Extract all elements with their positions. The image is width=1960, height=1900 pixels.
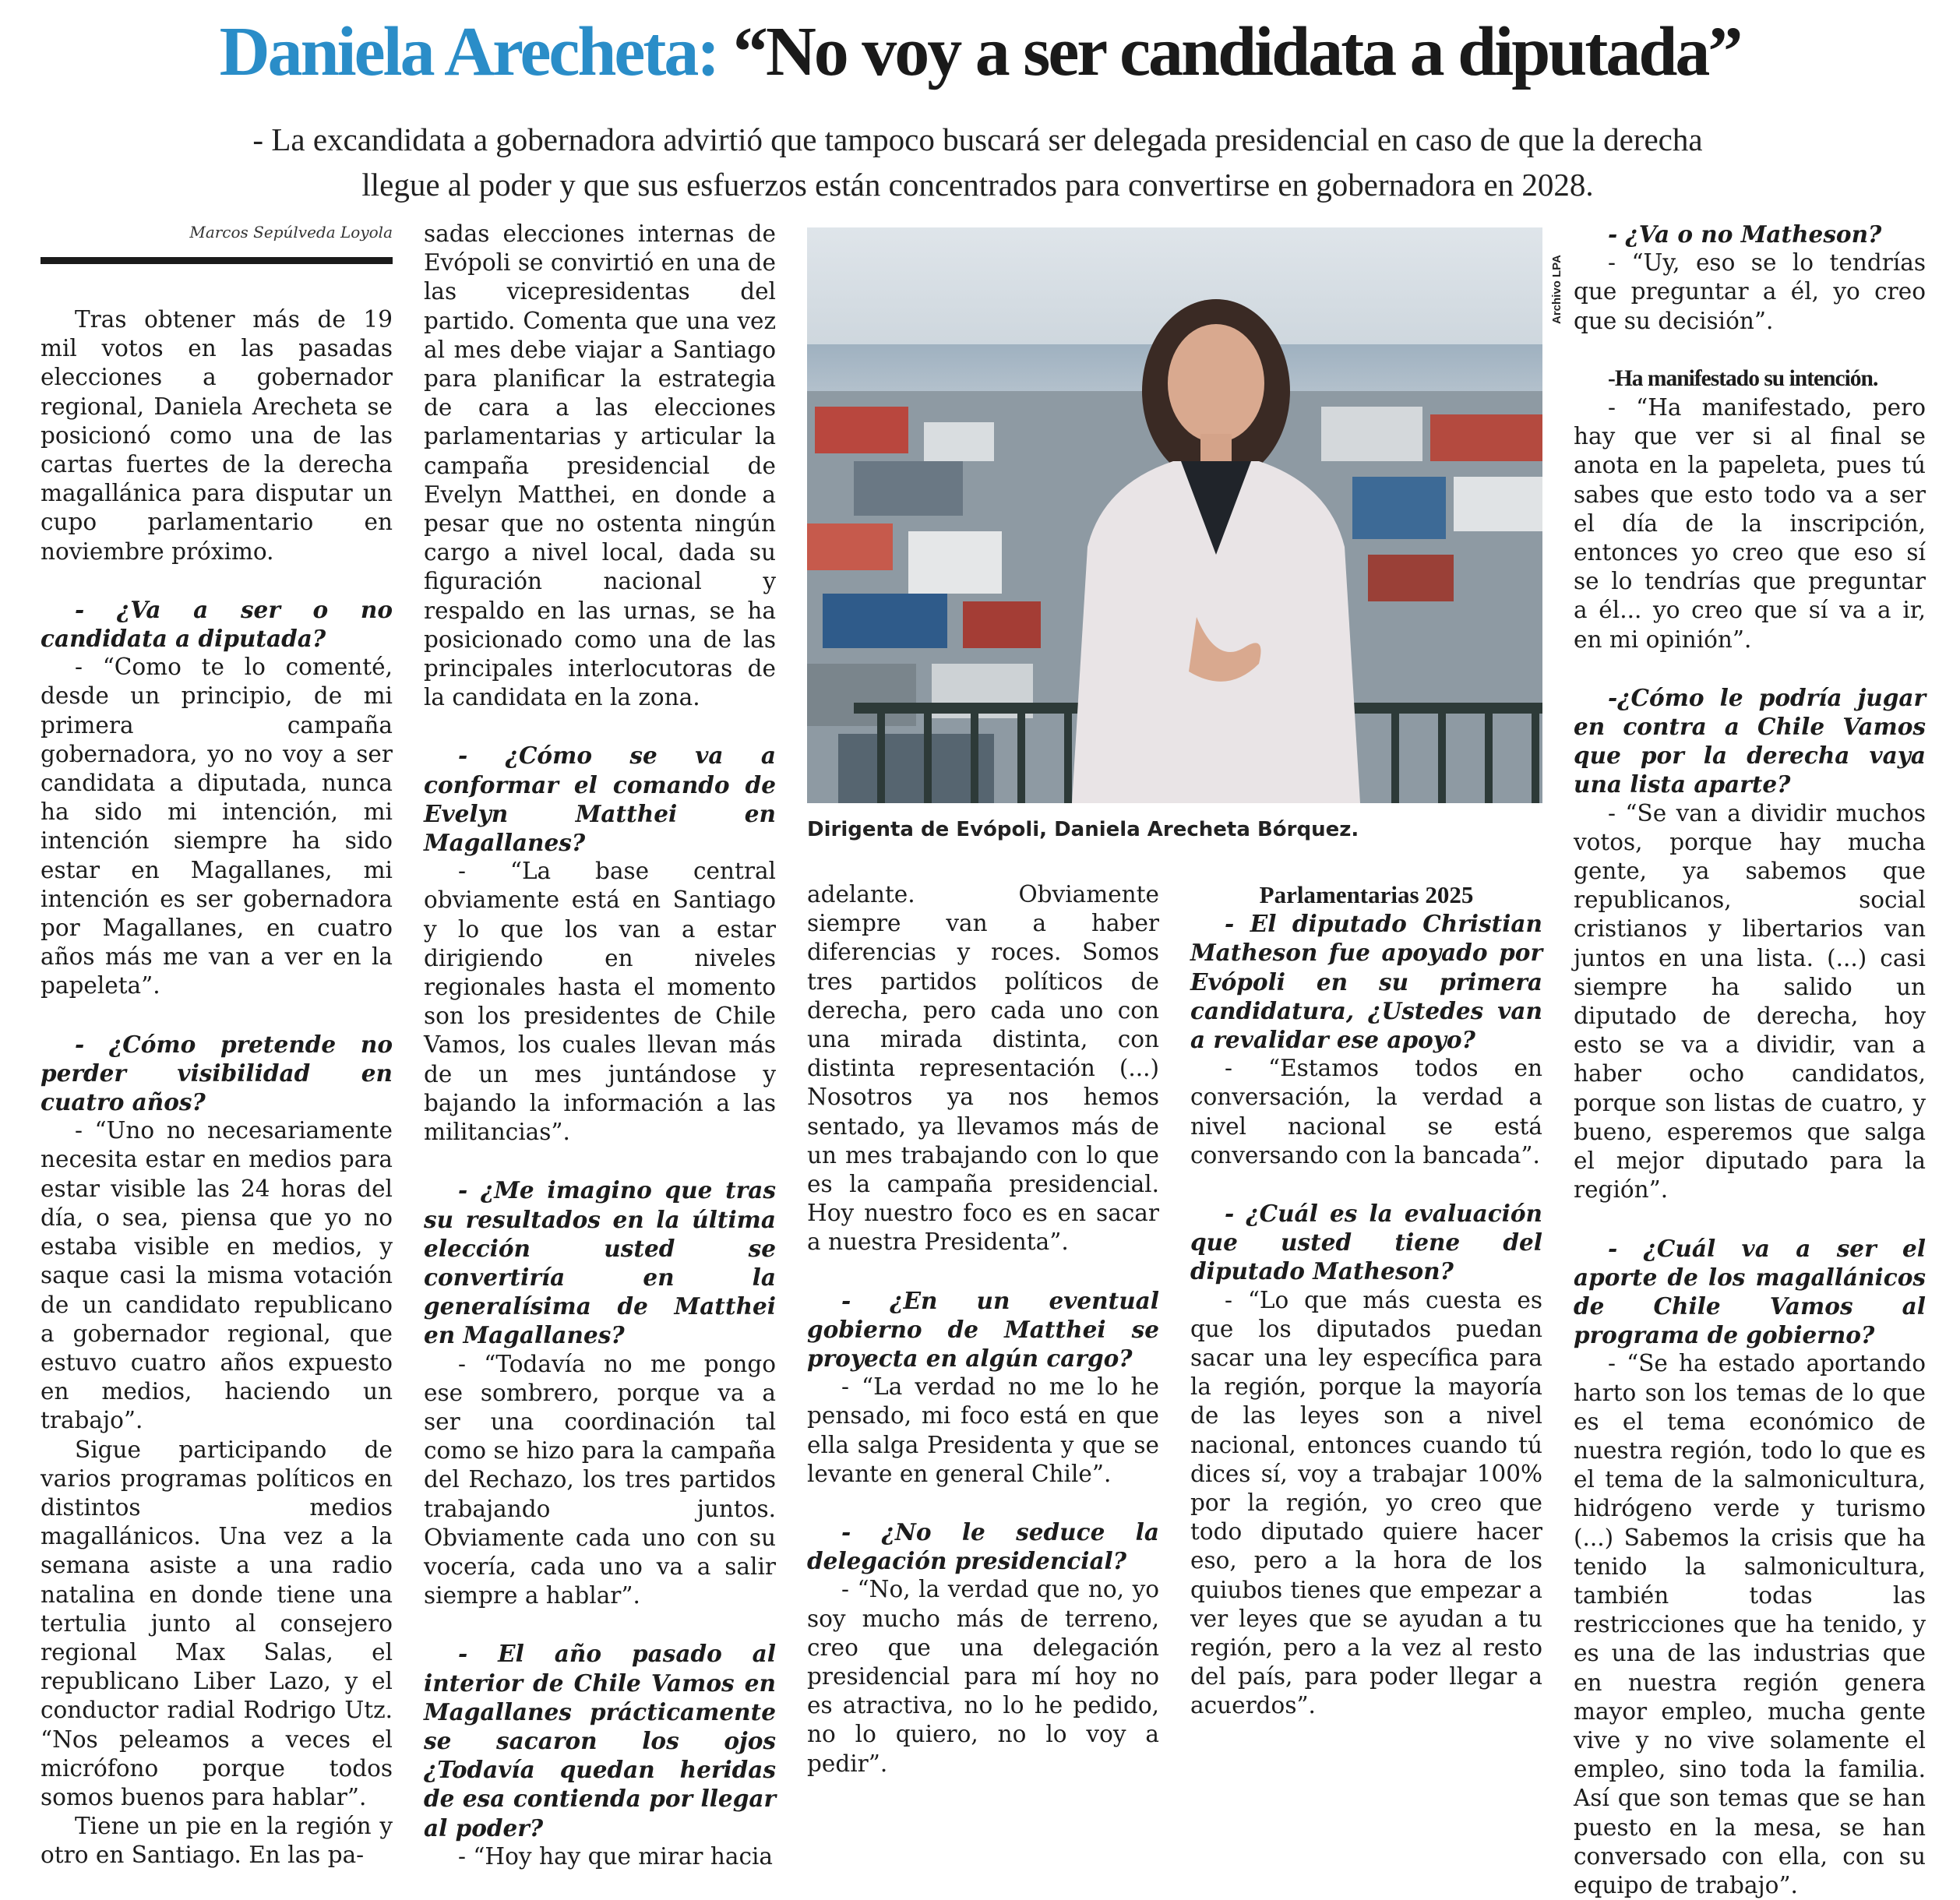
paragraph: Tras obtener más de 19 mil votos en las pasadas elecciones a gobernador regional, Daniela Arecheta se posicionó como una de las cartas fuertes de la derecha magallánica para disputar un cupo parlamentario en noviembre próximo. xyxy=(41,306,393,565)
paragraph: Sigue participando de varios programas políticos en distintos medios magallánicos. Una vez a la semana asiste a una radio natalina en donde tiene una tertulia junto al consejero regional Max Salas, el republicano Liber Lazo, y el conductor radial Rodrigo Utz. “Nos peleamos a veces el micrófono porque todos somos buenos para hablar”. xyxy=(41,1436,393,1810)
answer: - “Se van a dividir muchos votos, porque hay mucha gente, ya sabemos que republicanos, social cristianos y libertarios van juntos en una lista. (...) casi siempre ha salido un diputado de derecha, hoy esto se va a dividir, van a haber ocho candidatos, porque son listas de cuatro, y bueno, esperemos que salga el mejor diputado para la región”. xyxy=(1574,799,1926,1204)
answer: - “Se ha estado aportando harto son los temas de lo que es el tema económico de nuestra región, todo lo que es el tema de la salmonicultura, hidrógeno verde y turismo (...) Sabemos la crisis que ha tenido la salmonicultura, también todas las restricciones que ha tenido, y es una de las industrias que en nuestra región genera mayor empleo, mucha gente vive y no vive solamente el empleo, sino toda la familia. Así que son temas que se han puesto en la mesa, se han conversado con ella, con su equipo de trabajo”. xyxy=(1574,1350,1926,1898)
question: - El año pasado al interior de Chile Vamos en Magallanes prácticamente se sacaron los ojos ¿Todavía quedan heridas de esa contienda por llegar al poder? xyxy=(424,1640,776,1842)
answer: - “Ha manifestado, pero hay que ver si al final se anota en la papeleta, pues tú sabes que esto todo va a ser el día de la inscripción, entonces yo creo que eso sí se lo tendrías que preguntar a él... yo creo que sí va a ir, en mi opinión”. xyxy=(1574,394,1926,653)
answer: - “La verdad no me lo he pensado, mi foco está en que ella salga Presidenta y que se levante en general Chile”. xyxy=(807,1373,1159,1487)
paragraph: adelante. Obviamente siempre van a haber diferencias y roces. Somos tres partidos políticos de derecha, pero cada uno con una mirada distinta, con distinta representación (...) Nosotros ya nos hemos sentado, ya llevamos más de un mes trabajando con lo que es la campaña presidencial. Hoy nuestro foco es en sacar a nuestra Presidenta”. xyxy=(807,881,1159,1256)
column-4 xyxy=(1190,880,1542,1721)
column-5 xyxy=(1574,220,1926,1900)
answer: - “No, la verdad que no, yo soy mucho más de terreno, creo que una delegación presidencial para mí hoy no es atractiva, no lo he pedido, no lo quiero, no lo voy a pedir”. xyxy=(807,1576,1159,1777)
question: - ¿Va a ser o no candidata a diputada? xyxy=(41,595,393,653)
question: -Ha manifestado su intención. xyxy=(1608,365,1878,391)
question: - ¿En un eventual gobierno de Matthei se proyecta en algún cargo? xyxy=(807,1286,1159,1373)
answer: - “Estamos todos en conversación, la verdad a nivel nacional se está conversando con la bancada”. xyxy=(1190,1055,1542,1169)
headline-quote: “No voy a ser candidata a diputada” xyxy=(732,13,1741,90)
column-2 xyxy=(424,220,776,1871)
question: -¿Cómo le podría jugar en contra a Chile Vamos que por la derecha vaya una lista aparte? xyxy=(1574,683,1926,798)
paragraph: Tiene un pie en la región y otro en Santiago. En las pa- xyxy=(41,1813,393,1869)
question: - ¿Cómo pretende no perder visibilidad en cuatro años? xyxy=(41,1030,393,1116)
question: - ¿No le seduce la delegación presidencial? xyxy=(807,1518,1159,1575)
headline-name: Daniela Arecheta: xyxy=(219,13,718,90)
byline: Marcos Sepúlveda Loyola xyxy=(189,223,393,241)
photo-credit: Archivo LPA xyxy=(1550,255,1563,324)
question: - ¿Cuál va a ser el aporte de los magallánicos de Chile Vamos al programa de gobierno? xyxy=(1574,1234,1926,1349)
question: - ¿Cuál es la evaluación que usted tiene del diputado Matheson? xyxy=(1190,1200,1542,1285)
photo-caption: Dirigenta de Evópoli, Daniela Arecheta Bórquez. xyxy=(807,818,1359,841)
question: - ¿Va o no Matheson? xyxy=(1608,220,1882,248)
paragraph: sadas elecciones internas de Evópoli se convirtió en una de las vicepresidentas del partido. Comenta que una vez al mes debe viajar a Santiago para planificar la estrategia de cara a las elecciones parlamentarias y articular la campaña presidencial de Evelyn Matthei, en donde a pesar que no ostenta ningún cargo a nivel local, dada su figuración nacional y respaldo en las urnas, se ha posicionado como una de las principales interlocutoras de la candidata en la zona. xyxy=(424,220,776,711)
headline xyxy=(0,9,1960,95)
answer: - “Lo que más cuesta es que los diputados puedan sacar una ley específica para la región, porque la mayoría de las leyes son a nivel nacional, entonces cuando tú dices sí, voy a trabajar 100% por la región, yo creo que todo diputado quiere hacer eso, pero a la hora de los quiubos tienes que empezar a ver leyes que se ayudan a tu región, pero a la vez al resto del país, para poder llegar a acuerdos”. xyxy=(1190,1286,1542,1719)
portrait-photo xyxy=(807,227,1542,803)
answer: - “Hoy hay que mirar hacia xyxy=(458,1842,774,1870)
column-1 xyxy=(41,305,393,1870)
byline-rule xyxy=(41,257,393,264)
section-heading: Parlamentarias 2025 xyxy=(1259,881,1474,908)
subhead: - La excandidata a gobernadora advirtió que tampoco buscará ser delegada presidencial en caso de que la derecha llegue al poder y que sus esfuerzos están concentrados para convertirse en gobernadora en 2028. xyxy=(252,122,1703,203)
answer: - “Todavía no me pongo ese sombrero, porque va a ser una coordinación tal como se hizo para la campaña del Rechazo, los tres partidos trabajando juntos. Obviamente cada uno con su vocería, cada uno va a salir siempre a hablar”. xyxy=(424,1350,776,1609)
question: - El diputado Christian Matheson fue apoyado por Evópoli en su primera candidatura, ¿Ustedes van a revalidar ese apoyo? xyxy=(1190,910,1542,1054)
question: - ¿Me imagino que tras su resultados en la última elección usted se convertiría en la generalísima de Matthei en Magallanes? xyxy=(424,1176,776,1349)
column-3 xyxy=(807,880,1159,1778)
answer: - “La base central obviamente está en Santiago y lo que los van a estar dirigiendo en niveles regionales hasta el momento son los presidentes de Chile Vamos, los cuales llevan más de un mes juntándose y bajando la información a las militancias”. xyxy=(424,858,776,1146)
portrait-photo-illustration xyxy=(807,227,1542,803)
answer: - “Uy, eso se lo tendrías que preguntar a él, yo creo que su decisión”. xyxy=(1574,249,1926,334)
answer: - “Como te lo comenté, desde un principio, de mi primera campaña gobernadora, yo no voy a ser candidata a diputada, nunca ha sido mi intención, mi intención siempre ha sido estar en Magallanes, mi intención es ser gobernadora por Magallanes, en cuatro años más me van a ver en la papeleta”. xyxy=(41,654,393,999)
question: - ¿Cómo se va a conformar el comando de Evelyn Matthei en Magallanes? xyxy=(424,742,776,857)
answer: - “Uno no necesariamente necesita estar en medios para estar visible las 24 horas del día, o sea, piensa que yo no estaba visible en medios, y saque casi la misma votación de un candidato republicano a gobernador regional, que estuvo cuatro años expuesto en medios, haciendo un trabajo”. xyxy=(41,1117,393,1434)
